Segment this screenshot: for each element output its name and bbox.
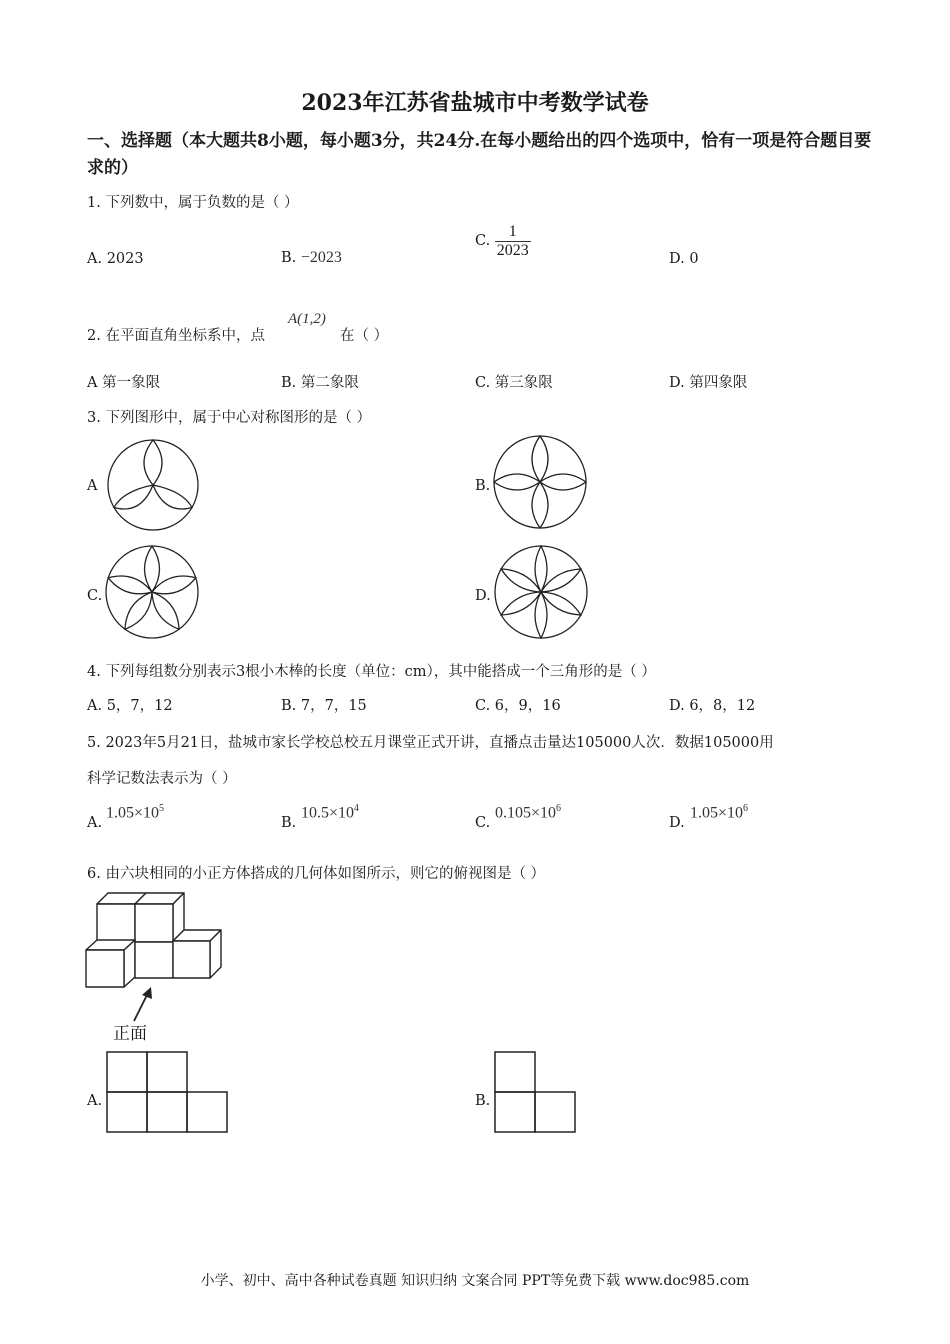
q2-stem: 2. 在平面直角坐标系中，点 xyxy=(87,328,265,344)
q6-stem: 6. 由六块相同的小正方体搭成的几何体如图所示，则它的俯视图是（ ） xyxy=(87,866,546,882)
q2-option-b: B. 第二象限 xyxy=(281,375,359,391)
q1-option-c: C. $\frac{1}{2023}$ xyxy=(475,223,529,259)
q3-option-a-label: A xyxy=(87,478,98,494)
q3-stem: 3. 下列图形中，属于中心对称图形的是（ ） xyxy=(87,410,372,426)
q1-option-d: D. 0 xyxy=(669,251,699,267)
q6-front-label: 正面 xyxy=(113,1024,147,1044)
page-footer: 小学、初中、高中各种试卷真题 知识归纳 文案合同 PPT等免费下载 www.doc985.com xyxy=(200,1273,750,1289)
q4-option-d: D. 6，8，12 xyxy=(669,698,756,714)
q3-option-b-label: B. xyxy=(475,478,491,494)
fraction: $\frac{1}{2023}$ xyxy=(496,223,529,259)
q5-option-c-label: C. xyxy=(475,815,491,831)
q6-cube-figure xyxy=(84,890,224,990)
q5-line2: 科学记数法表示为（ ） xyxy=(87,771,237,787)
q4-option-a: A. 5，7，12 xyxy=(87,698,173,714)
q2-option-a: A 第一象限 xyxy=(87,375,161,391)
q2-option-d: D. 第四象限 xyxy=(669,375,748,391)
section-heading: 一、选择题（本大题共8小题，每小题3分，共24分.在每小题给出的四个选项中，恰有一项是符合题目要求的） xyxy=(87,131,872,178)
page-title: 2023年江苏省盐城市中考数学试卷 xyxy=(301,90,649,116)
q5-option-a-value: $1.05\times 10^5$ xyxy=(106,803,165,822)
q6-option-a-figure xyxy=(106,1051,230,1133)
q5-option-b-value: $10.5\times 10^4$ xyxy=(301,803,360,822)
q2-point: A(1,2) xyxy=(288,311,326,327)
q3-figure-a xyxy=(106,439,200,531)
q3-figure-c xyxy=(105,545,199,639)
q3-figure-b xyxy=(493,435,587,529)
q1-option-a: A. 2023 xyxy=(87,251,144,267)
q1-stem: 1. 下列数中，属于负数的是（ ） xyxy=(87,195,299,211)
q6-option-b-label: B. xyxy=(475,1093,491,1109)
q6-option-b-figure xyxy=(494,1051,578,1133)
q5-option-c-value: $0.105\times 10^6$ xyxy=(495,803,562,822)
q5-option-d-value: $1.05\times 10^6$ xyxy=(690,803,749,822)
q3-figure-d xyxy=(494,545,588,639)
q3-option-c-label: C. xyxy=(87,588,103,604)
q4-option-c: C. 6，9，16 xyxy=(475,698,561,714)
q2-stem-post: 在（ ） xyxy=(340,328,389,344)
q4-option-b: B. 7，7，15 xyxy=(281,698,367,714)
q5-option-a-label: A. xyxy=(87,815,103,831)
q6-option-a-label: A. xyxy=(87,1093,103,1109)
q1-option-b: B. −2023 xyxy=(281,249,342,266)
q5-line1: 5. 2023年5月21日，盐城市家长学校总校五月课堂正式开讲，直播点击量达105000人次．数据105000用 xyxy=(87,735,774,751)
q5-option-d-label: D. xyxy=(669,815,685,831)
q5-option-b-label: B. xyxy=(281,815,297,831)
q4-stem: 4. 下列每组数分别表示3根小木棒的长度（单位：cm），其中能搭成一个三角形的是（ ） xyxy=(87,664,656,680)
q3-option-d-label: D. xyxy=(475,588,491,604)
q2-option-c: C. 第三象限 xyxy=(475,375,553,391)
